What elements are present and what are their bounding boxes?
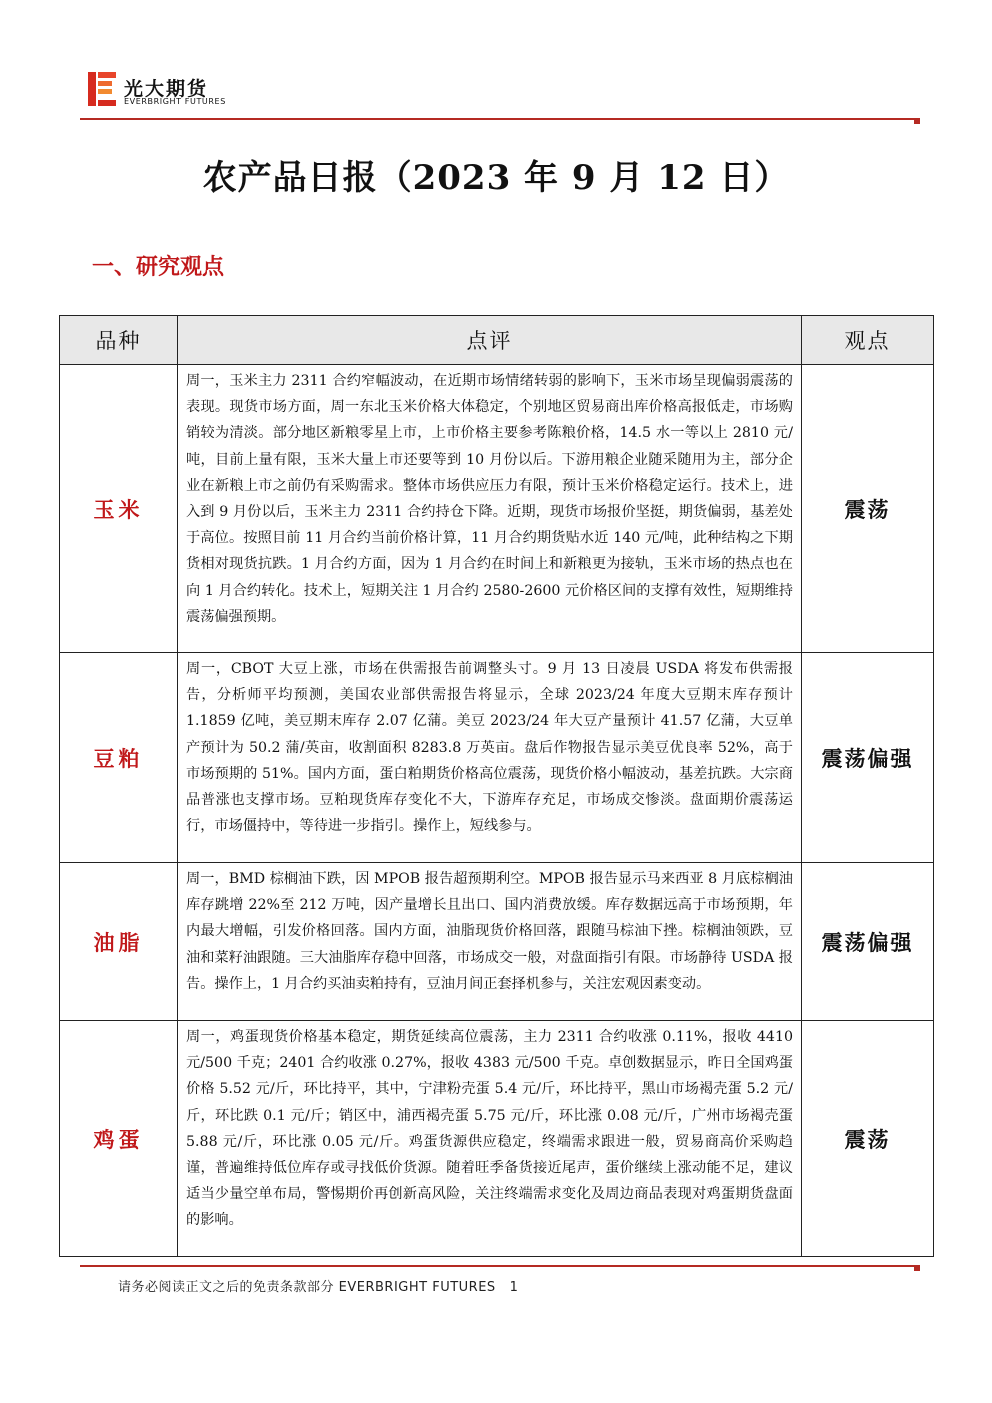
variety-cell: 玉米 bbox=[60, 365, 178, 653]
section-heading: 一、研究观点 bbox=[92, 254, 225, 280]
table-row bbox=[60, 365, 934, 653]
table-row bbox=[60, 863, 934, 1021]
header-view: 观点 bbox=[802, 316, 934, 365]
everbright-logo-icon bbox=[88, 72, 116, 106]
comment-cell: 周一，玉米主力 2311 合约窄幅波动，在近期市场情绪转弱的影响下，玉米市场呈现偏弱震荡的表现。现货市场方面，周一东北玉米价格大体稳定，个别地区贸易商出库价格高报低走，市场购销较为清淡。部分地区新粮零星上市，上市价格主要参考陈粮价格，14.5 水一等以上 2810 元/吨，目前上量有限，玉米大量上市还要等到 10 月份以后。下游用粮企业随采随用为主，部分企业在新粮上市之前仍有采购需求。整体市场供应压力有限，预计玉米价格稳定运行。技术上，进入到 9 月份以后，玉米主力 2311 合约持仓下降。近期，现货市场报价坚挺，期货偏弱，基差处于高位。按照目前 11 月合约当前价格计算，11 月合约期货贴水近 140 元/吨，此种结构之下期货相对现货抗跌。1 月合约方面，因为 1 月合约在时间上和新粮更为接轨，玉米市场的热点也在向 1 月合约转化。技术上，短期关注 1 月合约 2580-2600 元价格区间的支撑有效性，短期维持震荡偏强预期。 bbox=[178, 365, 802, 653]
brand-name-en: EVERBRIGHT FUTURES bbox=[124, 97, 226, 106]
table-header-row bbox=[60, 316, 934, 365]
comment-cell: 周一，BMD 棕榈油下跌，因 MPOB 报告超预期利空。MPOB 报告显示马来西亚 8 月底棕榈油库存跳增 22%至 212 万吨，因产量增长且出口、国内消费放缓。库存数据远高于市场预期，年内最大增幅，引发价格回落。国内方面，油脂现货价格回落，跟随马棕油下挫。棕榈油领跌，豆油和菜籽油跟随。三大油脂库存稳中回落，市场成交一般，对盘面指引有限。市场静待 USDA 报告。操作上，1 月合约买油卖粕持有，豆油月间正套择机参与，关注宏观因素变动。 bbox=[178, 863, 802, 1021]
variety-cell: 豆粕 bbox=[60, 653, 178, 863]
table-row bbox=[60, 653, 934, 863]
view-cell: 震荡偏强 bbox=[802, 863, 934, 1021]
variety-cell: 油脂 bbox=[60, 863, 178, 1021]
page-number: 1 bbox=[509, 1280, 519, 1295]
footer-brand: EVERBRIGHT FUTURES bbox=[338, 1280, 496, 1295]
footer-divider bbox=[80, 1265, 920, 1267]
research-table bbox=[59, 315, 934, 1257]
comment-cell: 周一，CBOT 大豆上涨，市场在供需报告前调整头寸。9 月 13 日凌晨 USDA 将发布供需报告，分析师平均预测，美国农业部供需报告将显示，全球 2023/24 年度大豆期末库存预计 1.1859 亿吨，美豆期末库存 2.07 亿蒲。美豆 2023/24 年大豆产量预计 41.57 亿蒲，大豆单产预计为 50.2 蒲/英亩，收割面积 8283.8 万英亩。盘后作物报告显示美豆优良率 52%，高于市场预期的 51%。国内方面，蛋白粕期货价格高位震荡，现货价格小幅波动，基差抗跌。大宗商品普涨也支撑市场。豆粕现货库存变化不大，下游库存充足，市场成交惨淡。盘面期价震荡运行，市场僵持中，等待进一步指引。操作上，短线参与。 bbox=[178, 653, 802, 863]
header-comment: 点评 bbox=[178, 316, 802, 365]
comment-cell: 周一，鸡蛋现货价格基本稳定，期货延续高位震荡，主力 2311 合约收涨 0.11%，报收 4410 元/500 千克；2401 合约收涨 0.27%，报收 4383 元/500 千克。卓创数据显示，昨日全国鸡蛋价格 5.52 元/斤，环比持平，其中，宁津粉壳蛋 5.4 元/斤，环比持平，黑山市场褐壳蛋 5.2 元/斤，环比跌 0.1 元/斤；销区中，浦西褐壳蛋 5.75 元/斤，环比涨 0.08 元/斤，广州市场褐壳蛋 5.88 元/斤，环比涨 0.05 元/斤。鸡蛋货源供应稳定，终端需求跟进一般，贸易商高价采购趋谨，普遍维持低位库存或寻找低价货源。随着旺季备货接近尾声，蛋价继续上涨动能不足，建议适当少量空单布局，警惕期价再创新高风险，关注终端需求变化及周边商品表现对鸡蛋期货盘面的影响。 bbox=[178, 1021, 802, 1257]
header-divider bbox=[80, 118, 920, 120]
header-variety: 品种 bbox=[60, 316, 178, 365]
header-divider-corner bbox=[914, 118, 920, 124]
page-title: 农产品日报（2023 年 9 月 12 日） bbox=[202, 158, 790, 198]
view-cell: 震荡 bbox=[802, 365, 934, 653]
table-row bbox=[60, 1021, 934, 1257]
page-footer bbox=[118, 1276, 518, 1295]
variety-cell: 鸡蛋 bbox=[60, 1021, 178, 1257]
footer-disclaimer: 请务必阅读正文之后的免责条款部分 bbox=[118, 1280, 335, 1295]
brand-name-cn: 光大期货 bbox=[124, 78, 209, 100]
view-cell: 震荡偏强 bbox=[802, 653, 934, 863]
footer-divider-corner bbox=[914, 1265, 920, 1271]
brand-logo bbox=[88, 72, 238, 108]
view-cell: 震荡 bbox=[802, 1021, 934, 1257]
